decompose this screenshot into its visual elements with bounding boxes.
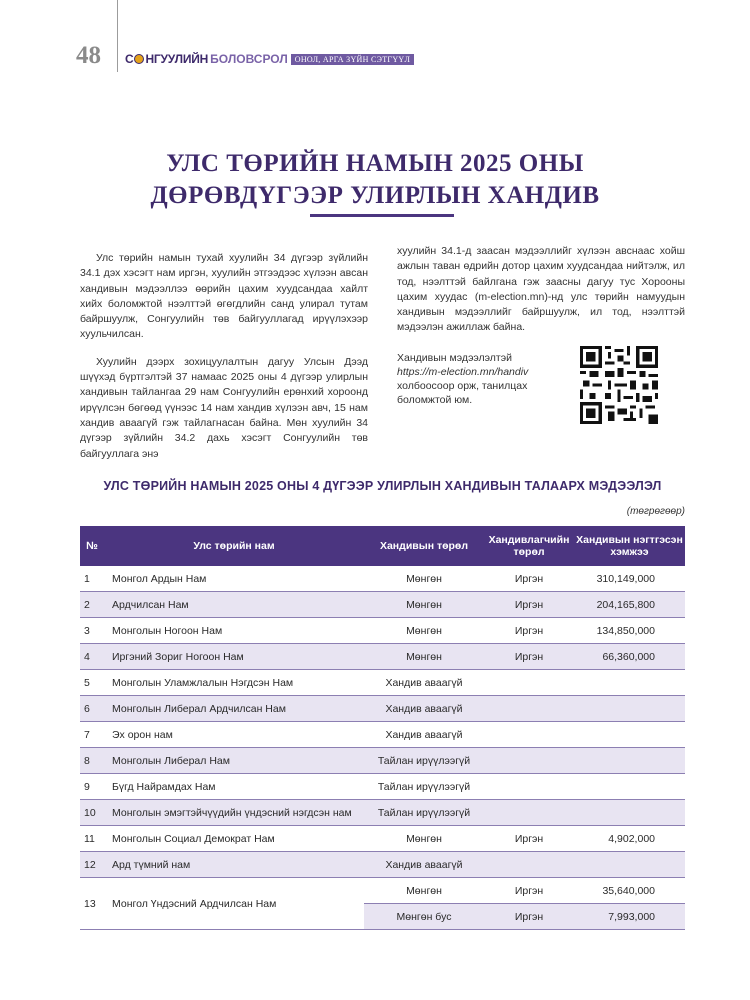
cell-amount: [574, 670, 685, 695]
brand-logo-icon: [134, 54, 144, 64]
cell-amount: [574, 722, 685, 747]
title-line-1: УЛС ТӨРИЙН НАМЫН 2025 ОНЫ: [166, 150, 584, 177]
cell-party: Монголын эмэгтэйчүүдийн үндэсний нэгдсэн нам: [112, 806, 352, 819]
cell-donor-type: [484, 696, 574, 721]
cell-no: 3: [84, 624, 90, 637]
cell-no: 8: [84, 754, 90, 767]
cell-no: 5: [84, 676, 90, 689]
cell-no: 9: [84, 780, 90, 793]
cell-donor-type: Иргэн: [514, 910, 544, 923]
cell-amount: 134,850,000: [596, 624, 655, 637]
cell-party: Ард түмний нам: [112, 858, 191, 871]
cell-no: 4: [84, 650, 90, 663]
table-row: [80, 670, 685, 696]
cell-type: Тайлан ирүүлээгүй: [377, 780, 471, 793]
sub-row: [364, 878, 685, 903]
cell-no: 10: [84, 806, 96, 819]
cell-no: 13: [84, 897, 96, 910]
page-number: 48: [76, 42, 101, 69]
cell-type: Хандив аваагүй: [385, 728, 463, 741]
cell-type: Хандив аваагүй: [385, 858, 463, 871]
cell-amount: [574, 748, 685, 773]
cell-party: Монгол Ардын Нам: [112, 572, 207, 585]
paragraph-3: хуулийн 34.1-д заасан мэдээллийг хүлээн авснаас хойш ажлын таван өдрийн дотор цахим хуудсандаа нийтэлж, ил тод, нээлттэй байлгана гэж заасны дагуу тус Хорооны цахим хуудас (m-election.mn)-нд улс төрийн намуудын хандивын мэдээллийг байршуулж, ил тод, нээлттэй мэдээлэн ажиллаж байна.: [397, 245, 685, 334]
cell-party: Ардчилсан Нам: [112, 598, 189, 611]
cell-party: Монголын Либерал Нам: [112, 754, 230, 767]
title-underline: [310, 214, 454, 217]
cell-donor-type: [484, 774, 574, 799]
cell-party: Монголын Ногоон Нам: [112, 624, 223, 637]
cell-party: Монголын Либерал Ардчилсан Нам: [112, 702, 286, 715]
cell-no: 11: [84, 832, 95, 845]
header-donor-type: Хандивлагчийн төрөл: [488, 534, 570, 558]
header-no: №: [86, 540, 98, 552]
article-title: [0, 148, 750, 212]
header-type: Хандивын төрөл: [379, 540, 469, 552]
sub-row: [364, 903, 685, 929]
cell-type: Мөнгөн бус: [396, 910, 452, 923]
note-line-2: холбоосоор орж, танилцах боломжтой юм.: [397, 380, 528, 406]
table-row: [80, 748, 685, 774]
table-title: УЛС ТӨРИЙН НАМЫН 2025 ОНЫ 4 ДҮГЭЭР УЛИРЛЫН ХАНДИВЫН ТАЛААРХ МЭДЭЭЛЭЛ: [103, 479, 662, 493]
journal-brand: [125, 52, 414, 66]
table-row: [80, 800, 685, 826]
cell-party: Монгол Үндэсний Ардчилсан Нам: [112, 897, 277, 910]
cell-donor-type: Иргэн: [514, 650, 544, 663]
cell-donor-type: [484, 670, 574, 695]
cell-donor-type: Иргэн: [514, 832, 544, 845]
cell-amount: [574, 800, 685, 825]
sub-rows: [364, 878, 685, 929]
cell-donor-type: Иргэн: [514, 598, 544, 611]
header-amount: Хандивын нэгтгэсэн хэмжээ: [576, 534, 683, 558]
brand-subtitle: ОНОЛ, АРГА ЗҮЙН СЭТГҮҮЛ: [291, 54, 414, 65]
cell-party: Бүгд Найрамдах Нам: [112, 780, 216, 793]
cell-type: Мөнгөн: [406, 598, 442, 611]
paragraph-1: Улс төрийн намын тухай хуулийн 34 дүгээр зүйлийн 34.1 дэх хэсэгт нам иргэн, хуулийн этгээдээс хүлээн авсан хандивын мэдээллээ өөрийн цахим хуудсандаа хайлт хийх боломжтой нээлттэй өгөгдлийн санд улирал тутам байршуулж, Сонгуулийн төв байгууллагад ирүүлэхээр хуульчилсан.: [80, 252, 368, 341]
cell-amount: 204,165,800: [596, 598, 655, 611]
cell-amount: 7,993,000: [608, 910, 655, 923]
cell-amount: 310,149,000: [596, 572, 655, 585]
cell-type: Тайлан ирүүлээгүй: [377, 806, 471, 819]
cell-amount: [574, 852, 685, 877]
cell-no: 2: [84, 598, 90, 611]
header-party: Улс төрийн нам: [193, 540, 275, 552]
table-row: [80, 592, 685, 618]
table-header: [80, 526, 685, 566]
brand-songuuliin: С НГУУЛИЙН: [125, 52, 209, 66]
cell-type: Мөнгөн: [406, 650, 442, 663]
cell-donor-type: [484, 748, 574, 773]
table-body: [80, 566, 685, 878]
cell-no: 1: [84, 572, 90, 585]
cell-party: Монголын Уламжлалын Нэгдсэн Нам: [112, 676, 294, 689]
cell-donor-type: [484, 852, 574, 877]
cell-amount: 4,902,000: [608, 832, 655, 845]
cell-party: Иргэний Зориг Ногоон Нам: [112, 650, 244, 663]
cell-type: Хандив аваагүй: [385, 676, 463, 689]
paragraph-2: Хуулийн дээрх зохицуулалтын дагуу Улсын Дээд шүүхэд бүртгэлтэй 37 намаас 2025 оны 4 дүгээр улирлын хандивын тайлангаа 29 нам Сонгуулийн ерөнхий хороонд ирүүлсэн бөгөөд үүнээс 14 нам хандив хүлээн авч, 15 нам хандив аваагүй гэж тайлагнасан байна. Мөн хуулийн 34 дүгээр зүйлийн 34.2 дахь хэсэгт Сонгуулийн төв байгууллага энэ: [80, 355, 368, 460]
table-row: [80, 774, 685, 800]
table-row: [80, 644, 685, 670]
note-line-1: Хандивын мэдээлэлтэй: [397, 352, 512, 364]
link-note: [397, 351, 567, 407]
table-row: [80, 618, 685, 644]
cell-party: Монголын Социал Демократ Нам: [112, 832, 275, 845]
qr-code-icon[interactable]: [580, 346, 658, 424]
table-row: [80, 878, 685, 930]
header-divider: [117, 0, 118, 72]
cell-amount: [574, 696, 685, 721]
cell-donor-type: [484, 800, 574, 825]
cell-type: Мөнгөн: [406, 884, 442, 897]
cell-no: 6: [84, 702, 90, 715]
cell-type: Мөнгөн: [406, 572, 442, 585]
cell-type: Хандив аваагүй: [385, 702, 463, 715]
handiv-link[interactable]: https://m-election.mn/handiv: [397, 366, 529, 378]
table-row: [80, 722, 685, 748]
cell-type: Мөнгөн: [406, 832, 442, 845]
cell-donor-type: Иргэн: [514, 624, 544, 637]
table-row: [80, 826, 685, 852]
table-row: [80, 696, 685, 722]
cell-donor-type: Иргэн: [514, 572, 544, 585]
cell-type: Тайлан ирүүлээгүй: [377, 754, 471, 767]
cell-no: 12: [84, 858, 96, 871]
table-row: [80, 852, 685, 878]
cell-amount: [574, 774, 685, 799]
cell-no: 7: [84, 728, 90, 741]
cell-amount: 35,640,000: [602, 884, 655, 897]
cell-donor-type: Иргэн: [514, 884, 544, 897]
table-unit: (төгрөгөөр): [626, 506, 685, 517]
text-column-right: [397, 244, 685, 336]
cell-amount: 66,360,000: [602, 650, 655, 663]
table-row: [80, 566, 685, 592]
cell-type: Мөнгөн: [406, 624, 442, 637]
cell-donor-type: [484, 722, 574, 747]
cell-party: Эх орон нам: [112, 728, 173, 741]
donations-table: [80, 526, 685, 930]
brand-bolovsrol: БОЛОВСРОЛ: [210, 52, 288, 66]
title-line-2: ДӨРӨВДҮГЭЭР УЛИРЛЫН ХАНДИВ: [150, 182, 600, 209]
text-column-left: [80, 251, 368, 462]
